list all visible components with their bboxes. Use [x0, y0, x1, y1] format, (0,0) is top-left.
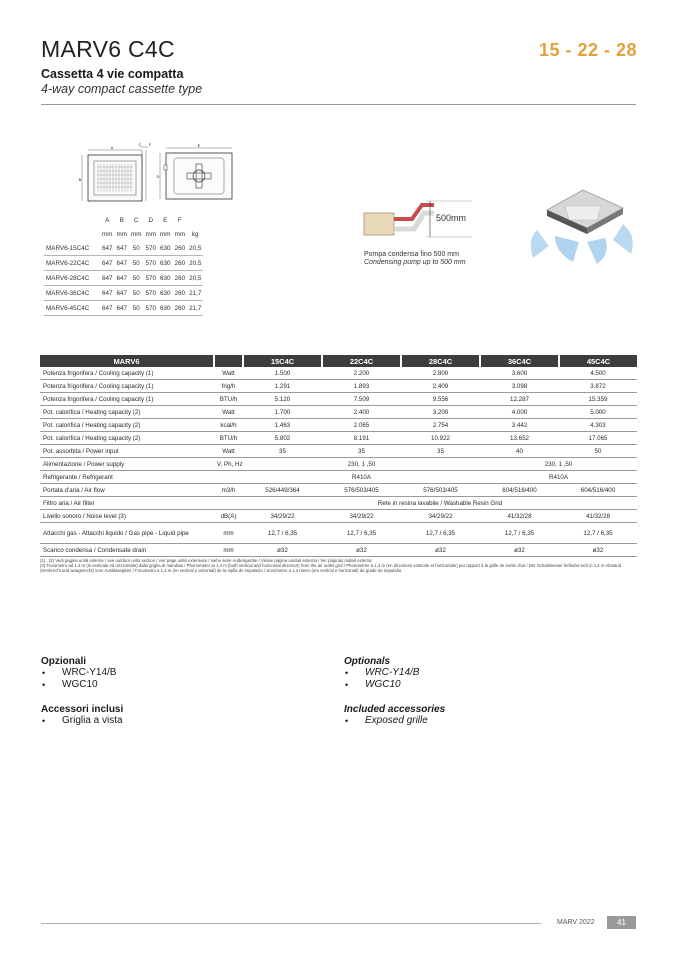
- footer-catalog-label: MARV 2022: [557, 919, 595, 926]
- spec-unit: frig/h: [214, 380, 243, 393]
- spec-value: 15.359: [559, 393, 637, 406]
- spec-unit: mm: [214, 523, 243, 544]
- model-cell: MARV6-15C4C: [44, 241, 100, 256]
- specifications-table: [40, 355, 637, 557]
- spec-value: 10.922: [401, 432, 480, 445]
- front-view-diagram: [79, 142, 152, 201]
- list-item: • WGC10: [41, 679, 116, 691]
- spec-value: 7.509: [322, 393, 401, 406]
- spec-value: 41/32/28: [559, 510, 637, 523]
- footnotes: [40, 558, 640, 574]
- value-cell: 630: [158, 241, 173, 256]
- pump-height-label: 500mm: [436, 213, 467, 223]
- spec-label: Potenza frigorifera / Cooling capacity (1): [40, 367, 214, 380]
- spec-label: Potenza frigorifera / Cooling capacity (1): [40, 393, 214, 406]
- unit-cell: mm: [145, 230, 157, 238]
- table-row: [40, 471, 637, 484]
- spec-value: 12,7 / 6,35: [322, 523, 401, 544]
- list-item: • Griglia a vista: [41, 715, 123, 727]
- spec-unit: BTU/h: [214, 393, 243, 406]
- value-cell: 20,5: [187, 271, 203, 286]
- spec-value: ø32: [401, 544, 480, 557]
- spec-value: 2.800: [401, 367, 480, 380]
- pump-caption-english: Condensing pump up to 500 mm: [364, 259, 466, 266]
- unit-cell: mm: [102, 230, 113, 238]
- spec-label: Alimentazione / Power supply: [40, 458, 214, 471]
- table-row: [40, 393, 637, 406]
- table-row: [40, 432, 637, 445]
- spec-label: Portata d'aria / Air flow: [40, 484, 214, 497]
- cassette-airflow-illustration: [527, 180, 639, 264]
- spec-value: 9.556: [401, 393, 480, 406]
- value-cell: 260: [173, 286, 188, 301]
- value-cell: 630: [158, 286, 173, 301]
- list-item: • WGC10: [344, 679, 419, 691]
- header-cell: [214, 355, 243, 367]
- spec-unit: BTU/h: [214, 432, 243, 445]
- value-cell: 630: [158, 256, 173, 271]
- letter-cell: C: [134, 216, 139, 224]
- spec-value: 3.600: [480, 367, 559, 380]
- table-row: [44, 256, 203, 271]
- spec-value: 4.500: [559, 367, 637, 380]
- header-divider: [41, 104, 636, 105]
- spec-value: ø32: [322, 544, 401, 557]
- page-number: 41: [607, 916, 636, 929]
- list-item: • WRC-Y14/B: [344, 667, 419, 679]
- model-sizes: 15 - 22 - 28: [538, 40, 637, 60]
- dimension-table: [44, 213, 203, 316]
- value-cell: 50: [129, 286, 144, 301]
- spec-value: ø32: [480, 544, 559, 557]
- options-italian-section: [41, 656, 116, 691]
- spec-value: 12,7 / 6,35: [480, 523, 559, 544]
- spec-value: 12.287: [480, 393, 559, 406]
- spec-value: 526/449/364: [243, 484, 322, 497]
- value-cell: 20,5: [187, 256, 203, 271]
- spec-unit: mm: [214, 544, 243, 557]
- accessories-english-section: [344, 704, 445, 727]
- spec-value: 604/516/400: [480, 484, 559, 497]
- spec-unit: kcal/h: [214, 419, 243, 432]
- spec-label: Refrigerante / Refrigerant: [40, 471, 214, 484]
- value-cell: 50: [129, 271, 144, 286]
- drawing-label-a: A: [110, 145, 114, 150]
- table-row: [40, 380, 637, 393]
- spec-value: 2.200: [322, 367, 401, 380]
- table-row: [44, 286, 203, 301]
- options-italian-title: Opzionali: [41, 656, 86, 667]
- spec-label: Scarico condensa / Condensate drain: [40, 544, 214, 557]
- table-row: [40, 419, 637, 432]
- model-cell: MARV6-28C4C: [44, 271, 100, 286]
- spec-unit: Watt: [214, 367, 243, 380]
- value-cell: 647: [115, 271, 130, 286]
- spec-value: 576/503/405: [322, 484, 401, 497]
- value-cell: 50: [129, 301, 144, 316]
- spec-value: 2.065: [322, 419, 401, 432]
- spec-value: 1.893: [322, 380, 401, 393]
- spec-unit: dB(A): [214, 510, 243, 523]
- table-row: [40, 544, 637, 557]
- letter-cell: [187, 213, 203, 227]
- value-cell: 647: [100, 301, 115, 316]
- drawing-label-f: F: [148, 142, 152, 147]
- table-row: [40, 445, 637, 458]
- spec-value: 12,7 / 6,35: [243, 523, 322, 544]
- value-cell: 647: [100, 271, 115, 286]
- spec-value: 8.191: [322, 432, 401, 445]
- spec-value: 230, 1 ,50: [480, 458, 637, 471]
- unit-cell: mm: [116, 230, 128, 238]
- unit-cell: mm: [160, 230, 171, 238]
- value-cell: 50: [129, 256, 144, 271]
- pump-caption-italian: Pompa condensa fino 500 mm: [364, 251, 459, 258]
- value-cell: 50: [129, 241, 144, 256]
- value-cell: 570: [144, 301, 159, 316]
- spec-value: 604/516/400: [559, 484, 637, 497]
- spec-value: 34/29/22: [243, 510, 322, 523]
- value-cell: 647: [115, 301, 130, 316]
- letter-cell: B: [119, 216, 124, 224]
- header-cell: 22C4C: [322, 355, 401, 367]
- dimension-letters-row: [44, 213, 203, 227]
- spec-value: 1.291: [243, 380, 322, 393]
- header-cell: MARV6: [40, 355, 214, 367]
- spec-unit: Watt: [214, 445, 243, 458]
- footer-divider: [41, 923, 541, 924]
- drawing-label-c: C: [138, 142, 142, 147]
- value-cell: 21,7: [187, 301, 203, 316]
- value-cell: 630: [158, 301, 173, 316]
- spec-label: Pot. assorbita / Power input: [40, 445, 214, 458]
- spec-label: Filtro aria / Air filter: [40, 497, 214, 510]
- accessories-italian-title: Accessori inclusi: [41, 704, 124, 715]
- spec-unit: [214, 497, 243, 510]
- spec-value: R410A: [243, 471, 480, 484]
- spec-value: 41/32/28: [480, 510, 559, 523]
- spec-value: ø32: [559, 544, 637, 557]
- value-cell: 570: [144, 271, 159, 286]
- spec-value: 3.098: [480, 380, 559, 393]
- condensing-pump-diagram: [362, 193, 482, 251]
- accessories-italian-section: [41, 704, 123, 727]
- drawing-label-b: B: [78, 177, 82, 182]
- options-english-section: [344, 656, 419, 691]
- table-row: [44, 301, 203, 316]
- value-cell: 647: [115, 286, 130, 301]
- spec-value: 1.700: [243, 406, 322, 419]
- drawing-label-d: D: [156, 174, 160, 179]
- unit-block-shape: [364, 213, 394, 235]
- spec-value: 576/503/405: [401, 484, 480, 497]
- accessories-english-title: Included accessories: [344, 704, 446, 715]
- spec-value: 35: [322, 445, 401, 458]
- footnote-3: (3) Fonometro ad 1,4 m (in verticale ed orizzontale) dalla griglia di mandata / Phonometer at 1,4 m (both vertical and horizontal direction) from the air outlet grid / Phonomètre à 1,4 m (en directions verticale et horizontale) par rapport à la grille de sortie d'air / Der Schallmesser befindet sich in 1,4 m Abstand (Senkrecht und waagerecht) vom Ausblasegitter / Fonometro a 1,4 m (en vertical y orizontal) de la rejilla de impulsión / Sonómetro a 1,4 metro (em vertical e horizontal) da grade de impulsão.: [40, 563, 622, 574]
- value-cell: 630: [158, 271, 173, 286]
- spec-unit: m3/h: [214, 484, 243, 497]
- value-cell: 21,7: [187, 286, 203, 301]
- spec-value: 35: [401, 445, 480, 458]
- spec-label: Attacchi gas - Attacchi liquido / Gas pipe - Liquid pipe: [40, 523, 214, 544]
- table-row: [44, 271, 203, 286]
- value-cell: 20,5: [187, 241, 203, 256]
- spec-unit: V, Ph, Hz: [214, 458, 243, 471]
- unit-cell: mm: [174, 230, 186, 238]
- top-view-diagram: [157, 143, 232, 199]
- table-row: [40, 523, 637, 544]
- spec-value: Rete in resina lavabile / Washable Resin Grid: [243, 497, 637, 510]
- spec-value: 13.652: [480, 432, 559, 445]
- spec-value: 3.442: [480, 419, 559, 432]
- letter-cell: F: [177, 216, 182, 224]
- spec-label: Pot. calorifica / Heating capacity (2): [40, 419, 214, 432]
- spec-value: 2.409: [401, 380, 480, 393]
- letter-cell: D: [148, 216, 154, 224]
- table-row: [40, 406, 637, 419]
- spec-value: 2.400: [322, 406, 401, 419]
- spec-unit: [214, 471, 243, 484]
- table-row: [44, 241, 203, 256]
- spec-value: ø32: [243, 544, 322, 557]
- header-cell: 28C4C: [401, 355, 480, 367]
- spec-label: Pot. calorifica / Heating capacity (2): [40, 406, 214, 419]
- spec-value: 17.065: [559, 432, 637, 445]
- header-cell: 36C4C: [480, 355, 559, 367]
- header-cell: 45C4C: [559, 355, 637, 367]
- spec-value: 5.120: [243, 393, 322, 406]
- table-header-row: [40, 355, 637, 367]
- value-cell: 260: [173, 241, 188, 256]
- model-cell: MARV6-22C4C: [44, 256, 100, 271]
- spec-unit: Watt: [214, 406, 243, 419]
- spec-value: 35: [243, 445, 322, 458]
- spec-value: 230, 1 ,50: [243, 458, 480, 471]
- value-cell: 647: [100, 241, 115, 256]
- unit-dimension-drawing: [76, 141, 242, 207]
- footnote-1-2: (1) , (2) Vedi pagine unità esterne / see outdoor units section / voir page unité exterieure / siehe serie Außengeräte / Véase página unidad externa / Ver páginas midad externa: [40, 558, 372, 563]
- spec-value: 1.500: [243, 367, 322, 380]
- letter-cell: A: [105, 216, 110, 224]
- spec-value: 1.463: [243, 419, 322, 432]
- spec-value: 12,7 / 6,35: [559, 523, 637, 544]
- value-cell: 647: [100, 256, 115, 271]
- options-english-title: Optionals: [344, 656, 391, 667]
- letter-cell: E: [163, 216, 168, 224]
- spec-label: Livello sonoro / Noise level (3): [40, 510, 214, 523]
- value-cell: 570: [144, 286, 159, 301]
- table-row: [40, 367, 637, 380]
- value-cell: 260: [173, 301, 188, 316]
- drawing-label-e: E: [197, 143, 201, 148]
- value-cell: 570: [144, 241, 159, 256]
- table-row: [40, 497, 637, 510]
- spec-value: 2.754: [401, 419, 480, 432]
- value-cell: 260: [173, 271, 188, 286]
- spec-value: 4.303: [559, 419, 637, 432]
- letter-cell: [44, 213, 100, 227]
- spec-value: 12,7 / 6,35: [401, 523, 480, 544]
- spec-value: 34/29/22: [401, 510, 480, 523]
- spec-value: 34/29/22: [322, 510, 401, 523]
- value-cell: 647: [100, 286, 115, 301]
- spec-value: 50: [559, 445, 637, 458]
- table-row: [40, 458, 637, 471]
- list-item: • Exposed grille: [344, 715, 445, 727]
- spec-value: 4.000: [480, 406, 559, 419]
- dimension-units-row: [44, 227, 203, 241]
- spec-label: Potenza frigorifera / Cooling capacity (1): [40, 380, 214, 393]
- header-cell: 15C4C: [243, 355, 322, 367]
- table-row: [40, 484, 637, 497]
- value-cell: 647: [115, 256, 130, 271]
- spec-value: 5.000: [559, 406, 637, 419]
- value-cell: 260: [173, 256, 188, 271]
- spec-value: 3.872: [559, 380, 637, 393]
- spec-value: R410A: [480, 471, 637, 484]
- value-cell: 647: [115, 241, 130, 256]
- spec-value: 5.802: [243, 432, 322, 445]
- list-item: • WRC-Y14/B: [41, 667, 116, 679]
- spec-label: Pot. calorifica / Heating capacity (2): [40, 432, 214, 445]
- unit-cell: mm: [131, 230, 142, 238]
- spec-value: 40: [480, 445, 559, 458]
- page-title: MARV6 C4C: [41, 36, 175, 62]
- model-cell: MARV6-36C4C: [44, 286, 100, 301]
- table-row: [40, 510, 637, 523]
- unit-cell: kg: [191, 230, 199, 238]
- spec-value: 3.200: [401, 406, 480, 419]
- subtitle-english: 4-way compact cassette type: [41, 82, 203, 96]
- value-cell: 570: [144, 256, 159, 271]
- subtitle-italian: Cassetta 4 vie compatta: [41, 67, 184, 81]
- unit-cell: [44, 227, 100, 241]
- model-cell: MARV6-45C4C: [44, 301, 100, 316]
